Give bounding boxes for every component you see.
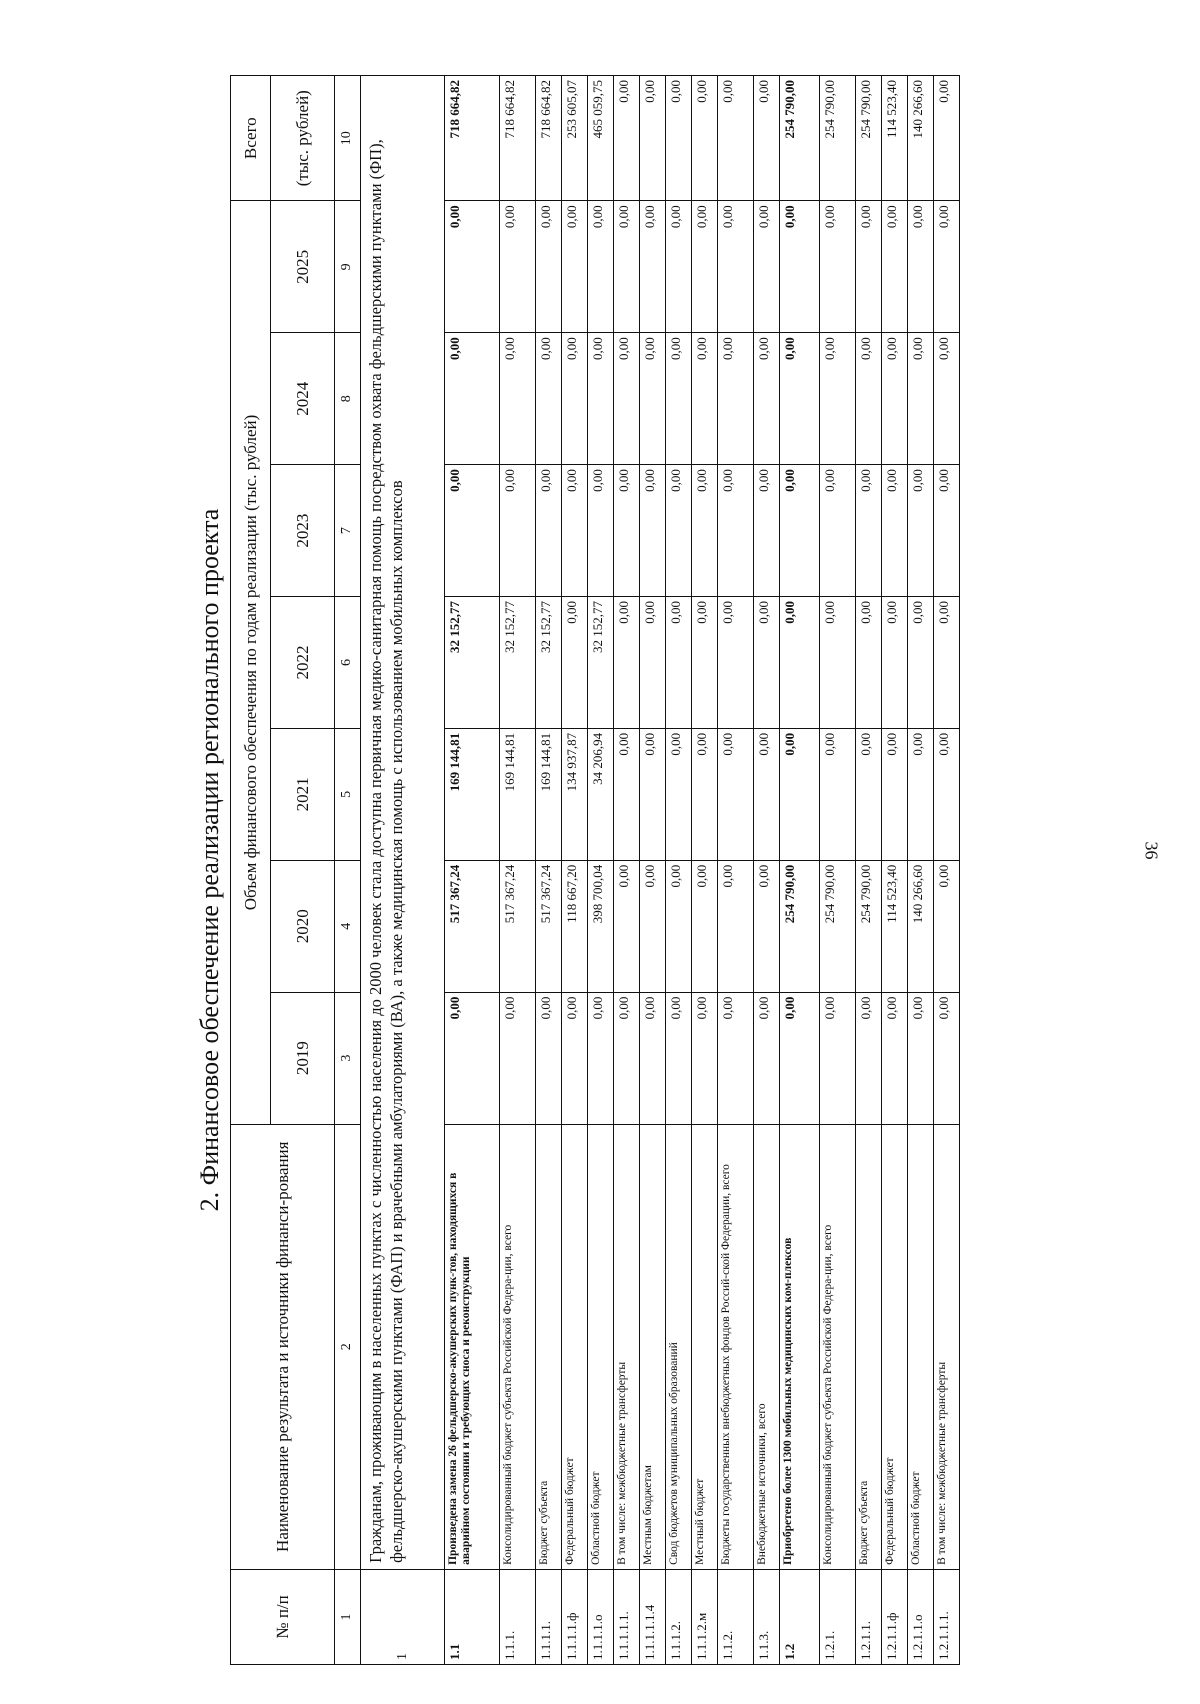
row-value: 0,00 [754, 597, 780, 729]
row-value: 0,00 [882, 728, 908, 860]
row-value: 0,00 [820, 333, 856, 465]
header-year: 2022 [271, 597, 335, 729]
row-value: 0,00 [754, 728, 780, 860]
row-value: 0,00 [934, 201, 960, 333]
row-value: 0,00 [640, 333, 666, 465]
row-value: 0,00 [536, 201, 562, 333]
row-name: Внебюджетные источники, всего [754, 1124, 780, 1569]
table-row [666, 76, 692, 1665]
row-value: 0,00 [666, 201, 692, 333]
row-code: 1.1.1.1.ф [562, 1569, 588, 1664]
row-value: 0,00 [820, 465, 856, 597]
row-value: 0,00 [908, 597, 934, 729]
row-code: 1.1.1.1.1. [614, 1569, 640, 1664]
row-value: 0,00 [718, 201, 754, 333]
row-value: 0,00 [666, 597, 692, 729]
row-value: 0,00 [856, 728, 882, 860]
row-total: 718 664,82 [500, 76, 536, 201]
table-row [754, 76, 780, 1665]
column-number: 10 [335, 76, 361, 201]
row-total: 0,00 [934, 76, 960, 201]
row-value: 0,00 [500, 992, 536, 1124]
table-row [536, 76, 562, 1665]
header-volume: Объем финансового обеспечения по годам реализации (тыс. рублей) [231, 201, 271, 1124]
row-value: 0,00 [614, 333, 640, 465]
row-code: 1.1.1.1.1.4 [640, 1569, 666, 1664]
row-value: 0,00 [692, 860, 718, 992]
page-number: 36 [1141, 841, 1162, 860]
row-name: В том числе: межбюджетные трансферты [934, 1124, 960, 1569]
row-code: 1.2.1.1.1. [934, 1569, 960, 1664]
row-value: 0,00 [562, 597, 588, 729]
row-value: 0,00 [908, 465, 934, 597]
row-value: 0,00 [692, 333, 718, 465]
row-value: 0,00 [754, 201, 780, 333]
row-value: 0,00 [500, 465, 536, 597]
table-row [445, 76, 500, 1665]
row-value: 0,00 [754, 465, 780, 597]
row-value: 0,00 [820, 201, 856, 333]
row-value: 517 367,24 [536, 860, 562, 992]
table-row [500, 76, 536, 1665]
row-value: 0,00 [666, 992, 692, 1124]
row-name: Бюджет субъекта [536, 1124, 562, 1569]
row-value: 0,00 [614, 201, 640, 333]
row-value: 118 667,20 [562, 860, 588, 992]
row-value: 517 367,24 [445, 860, 500, 992]
row-value: 0,00 [934, 992, 960, 1124]
row-value: 0,00 [856, 597, 882, 729]
row-value: 254 790,00 [780, 860, 820, 992]
row-value: 0,00 [692, 992, 718, 1124]
row-value: 0,00 [536, 333, 562, 465]
row-value: 0,00 [640, 201, 666, 333]
header-year: 2024 [271, 333, 335, 465]
row-value: 0,00 [934, 465, 960, 597]
row-value: 254 790,00 [856, 860, 882, 992]
row-value: 0,00 [908, 992, 934, 1124]
row-total: 140 266,60 [908, 76, 934, 201]
row-value: 134 937,87 [562, 728, 588, 860]
row-value: 0,00 [445, 333, 500, 465]
row-value: 0,00 [780, 597, 820, 729]
row-code: 1.1.1.2. [666, 1569, 692, 1664]
row-code: 1.1.2. [718, 1569, 754, 1664]
row-value: 0,00 [754, 333, 780, 465]
table-row [588, 76, 614, 1665]
row-value: 0,00 [588, 333, 614, 465]
row-value: 0,00 [882, 992, 908, 1124]
row-value: 0,00 [614, 992, 640, 1124]
row-value: 0,00 [614, 465, 640, 597]
row-name: Произведена замена 26 фельдшерско-акушерских пунк-тов, находящихся в аварийном состоянии и требующих сноса и реконструкции [445, 1124, 500, 1569]
row-value: 0,00 [692, 465, 718, 597]
header-year: 2023 [271, 465, 335, 597]
row-value: 0,00 [562, 465, 588, 597]
row-name: Приобретено более 1300 мобильных медицинских ком-плексов [780, 1124, 820, 1569]
table-row [780, 76, 820, 1665]
row-value: 0,00 [500, 201, 536, 333]
row-name: Консолидированный бюджет субъекта Российской Федера-ции, всего [820, 1124, 856, 1569]
row-value: 169 144,81 [500, 728, 536, 860]
row-value: 0,00 [856, 465, 882, 597]
row-value: 0,00 [882, 201, 908, 333]
column-number: 9 [335, 201, 361, 333]
row-value: 0,00 [614, 728, 640, 860]
rotated-page-content [190, 75, 1050, 1665]
row-value: 0,00 [780, 333, 820, 465]
table-row [718, 76, 754, 1665]
table-row [856, 76, 882, 1665]
row-value: 0,00 [718, 597, 754, 729]
row-value: 0,00 [754, 860, 780, 992]
row-value: 0,00 [820, 728, 856, 860]
table-row [820, 76, 856, 1665]
row-value: 0,00 [588, 465, 614, 597]
row-total: 718 664,82 [536, 76, 562, 201]
row-total: 0,00 [666, 76, 692, 201]
row-name: Консолидированный бюджет субъекта Российской Федера-ции, всего [500, 1124, 536, 1569]
table-row [562, 76, 588, 1665]
row-value: 0,00 [588, 201, 614, 333]
row-value: 0,00 [666, 333, 692, 465]
row-value: 0,00 [640, 992, 666, 1124]
row-value: 0,00 [445, 465, 500, 597]
header-num: № п/п [231, 1569, 335, 1664]
financing-table [230, 75, 960, 1665]
row-value: 0,00 [666, 860, 692, 992]
row-value: 169 144,81 [536, 728, 562, 860]
row-value: 0,00 [882, 465, 908, 597]
row-value: 0,00 [562, 992, 588, 1124]
row-value: 0,00 [500, 333, 536, 465]
row-value: 254 790,00 [820, 860, 856, 992]
row-value: 32 152,77 [445, 597, 500, 729]
row-value: 0,00 [640, 728, 666, 860]
column-number: 6 [335, 597, 361, 729]
column-number: 5 [335, 728, 361, 860]
row-value: 32 152,77 [536, 597, 562, 729]
row-code: 1.2.1.1. [856, 1569, 882, 1664]
row-total: 0,00 [614, 76, 640, 201]
goal-text: Гражданам, проживающим в населенных пунктах с численностью населения до 2000 человек стала доступна первичная медико-санитарная помощь посредством охвата фельдшерскими пунктами (ФП), фельдшерско-акушерскими пунктами (ФАП) и врачебными амбулаториями (ВА), а также медицинская помощь с использованием мобильных комплексов [361, 76, 445, 1570]
row-code: 1.1 [445, 1569, 500, 1664]
row-name: Местный бюджет [692, 1124, 718, 1569]
row-value: 0,00 [820, 597, 856, 729]
row-code: 1.1.3. [754, 1569, 780, 1664]
column-number: 8 [335, 333, 361, 465]
table-row [882, 76, 908, 1665]
row-value: 0,00 [718, 465, 754, 597]
row-value: 0,00 [882, 597, 908, 729]
row-value: 0,00 [934, 728, 960, 860]
goal-code: 1 [361, 1569, 445, 1664]
row-total: 0,00 [754, 76, 780, 201]
column-number: 1 [335, 1569, 361, 1664]
row-value: 0,00 [856, 201, 882, 333]
row-name: В том числе: межбюджетные трансферты [614, 1124, 640, 1569]
row-value: 32 152,77 [500, 597, 536, 729]
row-value: 32 152,77 [588, 597, 614, 729]
column-number: 4 [335, 860, 361, 992]
row-name: Местным бюджетам [640, 1124, 666, 1569]
row-total: 0,00 [718, 76, 754, 201]
row-value: 0,00 [536, 465, 562, 597]
table-row [614, 76, 640, 1665]
row-value: 0,00 [536, 992, 562, 1124]
column-number: 7 [335, 465, 361, 597]
row-value: 0,00 [908, 333, 934, 465]
row-value: 0,00 [908, 728, 934, 860]
row-value: 0,00 [445, 201, 500, 333]
header-year: 2021 [271, 728, 335, 860]
row-total: 465 059,75 [588, 76, 614, 201]
table-row [640, 76, 666, 1665]
row-code: 1.2.1. [820, 1569, 856, 1664]
row-value: 0,00 [856, 333, 882, 465]
row-value: 0,00 [666, 728, 692, 860]
row-value: 0,00 [718, 992, 754, 1124]
row-value: 0,00 [718, 333, 754, 465]
row-value: 0,00 [780, 465, 820, 597]
row-value: 0,00 [780, 728, 820, 860]
row-value: 517 367,24 [500, 860, 536, 992]
row-code: 1.1.1. [500, 1569, 536, 1664]
row-value: 0,00 [754, 992, 780, 1124]
table-row [692, 76, 718, 1665]
row-value: 0,00 [562, 201, 588, 333]
row-name: Бюджеты государственных внебюджетных фондов Россий-ской Федерации, всего [718, 1124, 754, 1569]
row-name: Областной бюджет [908, 1124, 934, 1569]
header-year: 2025 [271, 201, 335, 333]
row-value: 169 144,81 [445, 728, 500, 860]
header-year: 2019 [271, 992, 335, 1124]
document-title: 2. Финансовое обеспечение реализации регионального проекта [195, 508, 224, 1212]
row-value: 0,00 [718, 860, 754, 992]
row-name: Федеральный бюджет [562, 1124, 588, 1569]
row-value: 0,00 [640, 860, 666, 992]
row-value: 0,00 [882, 333, 908, 465]
row-total: 0,00 [640, 76, 666, 201]
row-value: 114 523,40 [882, 860, 908, 992]
row-code: 1.1.1.1.о [588, 1569, 614, 1664]
row-value: 0,00 [614, 860, 640, 992]
row-code: 1.2.1.1.о [908, 1569, 934, 1664]
row-total: 254 790,00 [780, 76, 820, 201]
row-value: 0,00 [445, 992, 500, 1124]
header-year: 2020 [271, 860, 335, 992]
table-row [908, 76, 934, 1665]
column-number: 3 [335, 992, 361, 1124]
header-total: Всего [231, 76, 271, 201]
row-value: 0,00 [934, 597, 960, 729]
row-name: Свод бюджетов муниципальных образований [666, 1124, 692, 1569]
row-value: 0,00 [614, 597, 640, 729]
row-code: 1.2.1.1.ф [882, 1569, 908, 1664]
row-value: 0,00 [588, 992, 614, 1124]
row-value: 0,00 [562, 333, 588, 465]
row-value: 0,00 [718, 728, 754, 860]
row-value: 0,00 [692, 728, 718, 860]
row-code: 1.1.1.1. [536, 1569, 562, 1664]
row-value: 0,00 [820, 992, 856, 1124]
row-total: 114 523,40 [882, 76, 908, 201]
row-value: 0,00 [934, 860, 960, 992]
row-name: Областной бюджет [588, 1124, 614, 1569]
row-value: 140 266,60 [908, 860, 934, 992]
row-name: Бюджет субъекта [856, 1124, 882, 1569]
row-value: 0,00 [640, 597, 666, 729]
row-value: 0,00 [640, 465, 666, 597]
row-value: 0,00 [934, 333, 960, 465]
row-code: 1.1.1.2.м [692, 1569, 718, 1664]
row-total: 253 605,07 [562, 76, 588, 201]
row-value: 34 206,94 [588, 728, 614, 860]
header-name: Наименование результата и источники финанси-рования [231, 1124, 335, 1569]
table-row [934, 76, 960, 1665]
row-value: 0,00 [780, 201, 820, 333]
header-total-unit: (тыс. рублей) [271, 76, 335, 201]
row-value: 398 700,04 [588, 860, 614, 992]
row-value: 0,00 [780, 992, 820, 1124]
row-value: 0,00 [908, 201, 934, 333]
row-total: 254 790,00 [820, 76, 856, 201]
row-value: 0,00 [692, 597, 718, 729]
row-total: 0,00 [692, 76, 718, 201]
column-number: 2 [335, 1124, 361, 1569]
row-code: 1.2 [780, 1569, 820, 1664]
row-value: 0,00 [856, 992, 882, 1124]
row-value: 0,00 [692, 201, 718, 333]
row-total: 254 790,00 [856, 76, 882, 201]
row-name: Федеральный бюджет [882, 1124, 908, 1569]
row-total: 718 664,82 [445, 76, 500, 201]
row-value: 0,00 [666, 465, 692, 597]
